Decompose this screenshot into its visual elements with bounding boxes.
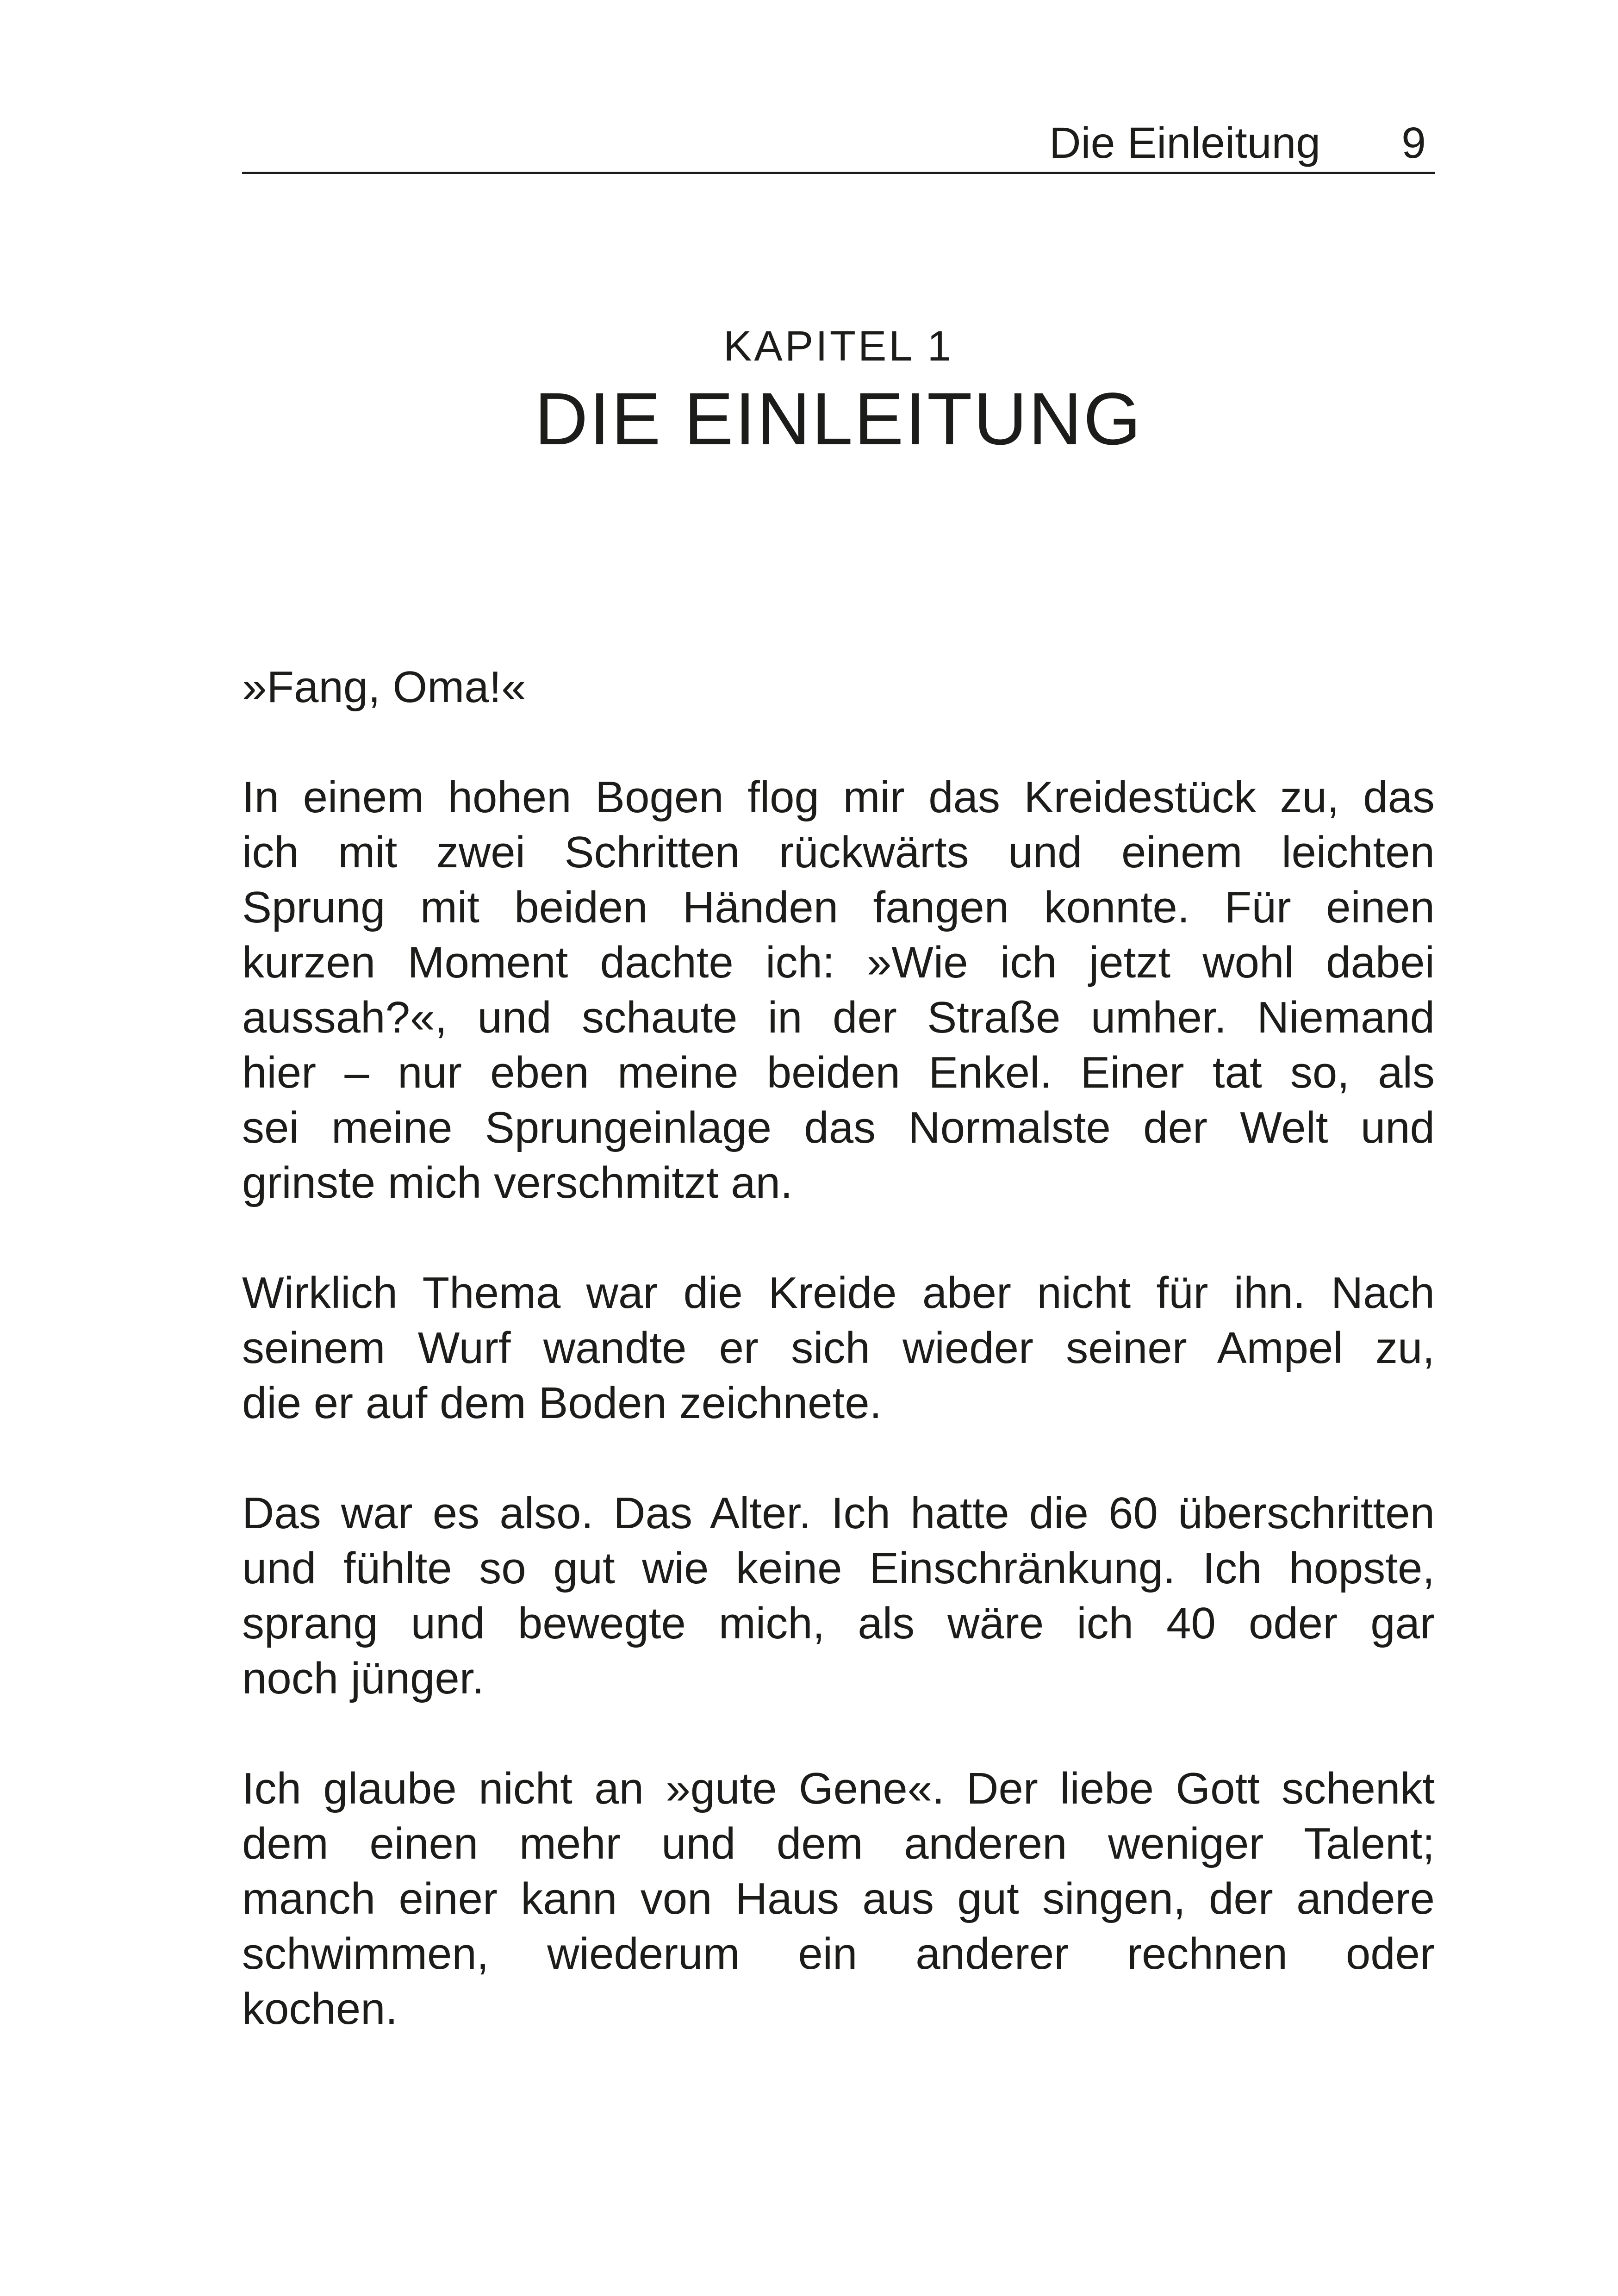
- text-line: Ich glaube nicht an »gute Gene«. Der liebe Gott schenkt: [242, 1764, 1435, 1813]
- chapter-label: KAPITEL 1: [723, 323, 953, 370]
- text-line: sei meine Sprungeinlage das Normalste der Welt und: [242, 1103, 1435, 1152]
- paragraph: [242, 660, 1435, 715]
- text-line: manch einer kann von Haus aus gut singen, der andere: [242, 1874, 1435, 1923]
- running-header: [242, 118, 1435, 168]
- text-line: dem einen mehr und dem anderen weniger Talent;: [242, 1819, 1435, 1868]
- text-line: seinem Wurf wandte er sich wieder seiner Ampel zu,: [242, 1323, 1435, 1373]
- paragraph: [242, 1761, 1435, 2036]
- header-rule: [242, 172, 1435, 174]
- text-line: sprang und bewegte mich, als wäre ich 40 oder gar: [242, 1599, 1435, 1648]
- paragraph: [242, 1265, 1435, 1431]
- text-line: kochen.: [242, 1984, 398, 2034]
- text-line: kurzen Moment dachte ich: »Wie ich jetzt wohl dabei: [242, 938, 1435, 987]
- text-line: und fühlte so gut wie keine Einschränkung. Ich hopste,: [242, 1543, 1435, 1593]
- paragraph: [242, 1486, 1435, 1706]
- text-line: Wirklich Thema war die Kreide aber nicht für ihn. Nach: [242, 1268, 1435, 1318]
- text-line: aussah?«, und schaute in der Straße umher. Niemand: [242, 993, 1435, 1042]
- paragraph: [242, 770, 1435, 1210]
- running-header-title: Die Einleitung: [1049, 118, 1321, 168]
- text-line: noch jünger.: [242, 1654, 485, 1703]
- text-line: Das war es also. Das Alter. Ich hatte die 60 überschritten: [242, 1488, 1435, 1538]
- text-line: die er auf dem Boden zeichnete.: [242, 1378, 882, 1428]
- page-number: 9: [1401, 118, 1426, 168]
- text-line: ich mit zwei Schritten rückwärts und einem leichten: [242, 828, 1435, 877]
- text-line: Sprung mit beiden Händen fangen konnte. Für einen: [242, 883, 1435, 932]
- text-line: »Fang, Oma!«: [242, 662, 526, 712]
- body-text: [242, 660, 1435, 2036]
- text-line: grinste mich verschmitzt an.: [242, 1158, 793, 1207]
- chapter-title: DIE EINLEITUNG: [534, 377, 1143, 460]
- text-line: In einem hohen Bogen flog mir das Kreidestück zu, das: [242, 772, 1435, 822]
- text-line: hier – nur eben meine beiden Enkel. Einer tat so, als: [242, 1048, 1435, 1097]
- text-line: schwimmen, wiederum ein anderer rechnen oder: [242, 1929, 1435, 1979]
